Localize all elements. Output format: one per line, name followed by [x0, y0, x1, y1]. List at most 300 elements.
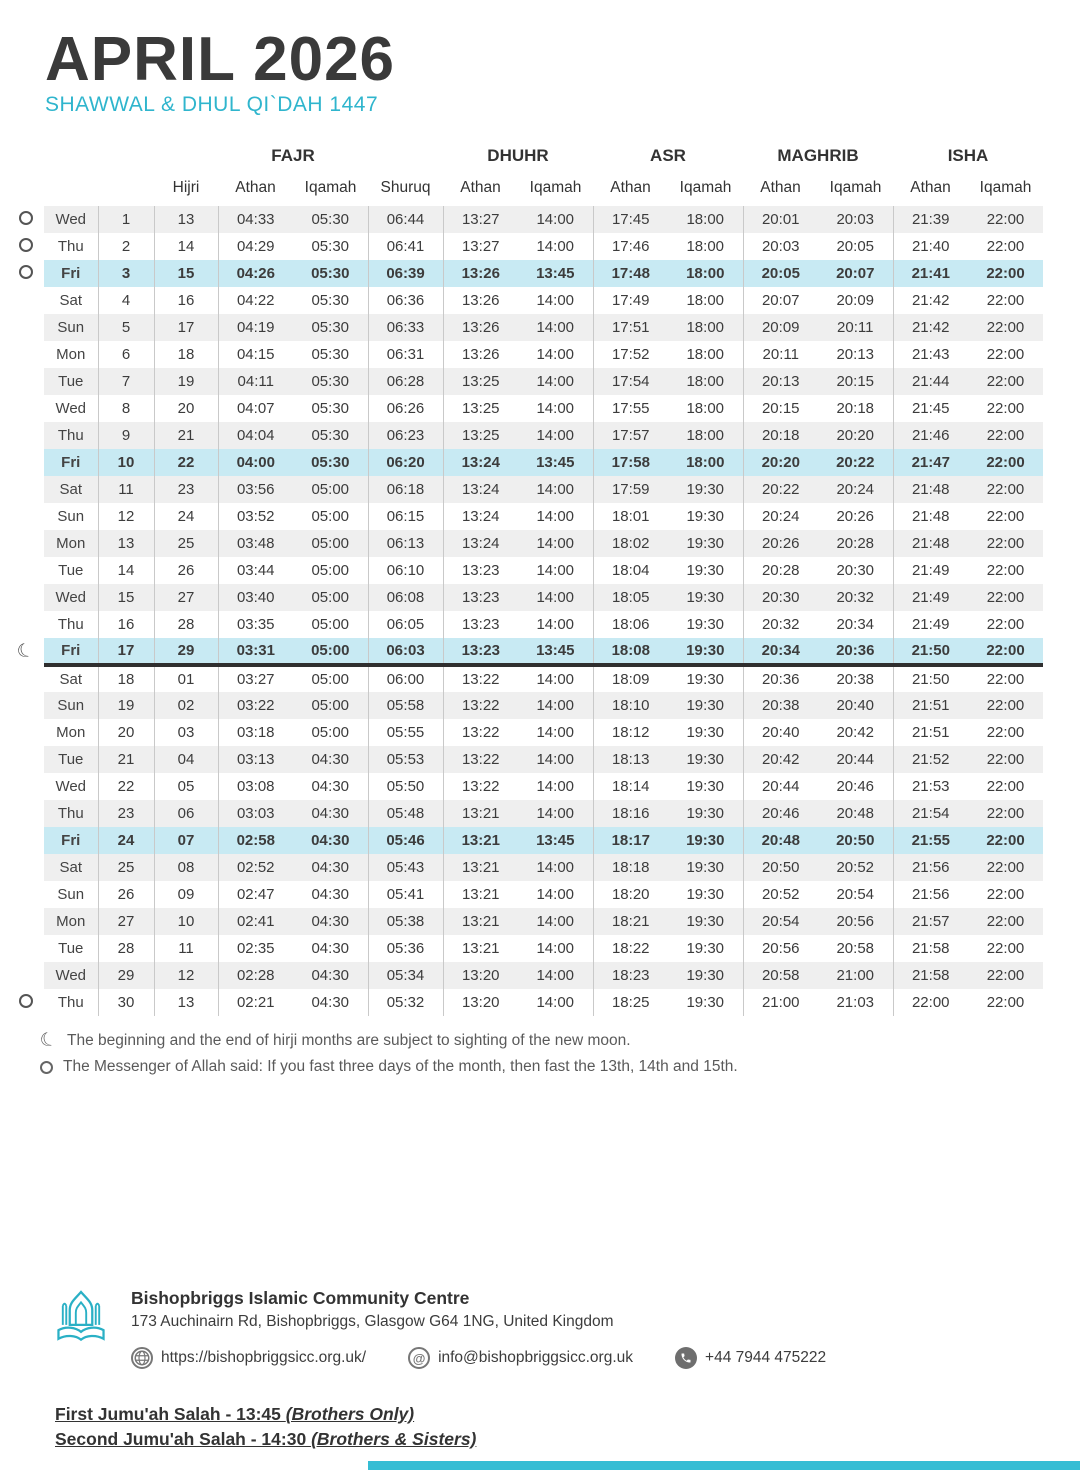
time-cell: 14:00	[518, 395, 593, 422]
time-cell: 20:13	[743, 368, 818, 395]
time-cell: 05:30	[293, 422, 368, 449]
time-cell: 05:30	[293, 314, 368, 341]
time-cell: 22:00	[986, 886, 1025, 903]
time-cell: 21:53	[911, 778, 950, 795]
first-jumuah-line	[55, 1404, 414, 1425]
time-cell: 22:00	[986, 292, 1025, 309]
time-cell: 21:51	[911, 724, 950, 741]
time-cell: 14:00	[518, 206, 593, 233]
time-cell: 19:30	[668, 584, 743, 611]
time-cell: 19:30	[668, 881, 743, 908]
date-cell: 12	[98, 503, 154, 530]
time-cell: 02:41	[218, 908, 293, 935]
day-cell: Wed	[44, 962, 98, 989]
time-cell: 22:00	[968, 368, 1043, 395]
time-cell: 17:54	[593, 368, 668, 395]
table-row	[8, 989, 1043, 1016]
date-cell: 17	[98, 638, 154, 665]
column-header-maghrib-iqamah: Iqamah	[829, 179, 882, 196]
time-cell: 20:01	[743, 206, 818, 233]
time-cell: 20:11	[762, 346, 799, 363]
marker-cell	[8, 503, 44, 530]
day-cell: Tue	[44, 746, 98, 773]
hijri-cell: 22	[154, 449, 218, 476]
time-cell: 20:13	[818, 341, 893, 368]
date-cell: 9	[98, 422, 154, 449]
hijri-cell: 23	[154, 476, 218, 503]
column-header-shuruq: Shuruq	[380, 179, 431, 196]
crescent-moon-icon: ☾	[37, 1027, 60, 1054]
time-cell: 02:47	[236, 886, 275, 903]
table-row	[8, 746, 1043, 773]
time-cell: 21:42	[893, 314, 968, 341]
time-cell: 18:05	[593, 584, 668, 611]
time-cell: 20:46	[818, 773, 893, 800]
time-cell: 20:05	[743, 260, 818, 287]
date-cell: 2	[98, 233, 154, 260]
time-cell: 13:24	[461, 508, 500, 525]
hijri-cell: 16	[154, 287, 218, 314]
time-cell: 20:15	[818, 368, 893, 395]
time-cell: 21:47	[893, 449, 968, 476]
time-cell: 20:48	[818, 800, 893, 827]
time-cell: 18:12	[611, 724, 650, 741]
hijri-cell: 14	[154, 233, 218, 260]
time-cell: 04:30	[293, 908, 368, 935]
second-jumuah-line	[55, 1429, 476, 1450]
date-cell: 4	[98, 287, 154, 314]
time-cell: 18:23	[593, 962, 668, 989]
time-cell: 20:20	[743, 449, 818, 476]
circle-marker-icon	[8, 206, 44, 233]
time-cell: 17:51	[593, 314, 668, 341]
time-cell: 22:00	[968, 422, 1043, 449]
time-cell: 20:38	[818, 665, 893, 692]
website-link[interactable]	[131, 1347, 366, 1369]
time-cell: 13:22	[461, 671, 500, 688]
time-cell: 05:00	[293, 503, 368, 530]
table-row	[8, 908, 1043, 935]
time-cell: 21:00	[818, 962, 893, 989]
marker-cell	[8, 962, 44, 989]
time-cell: 04:30	[293, 827, 368, 854]
date-cell: 27	[98, 908, 154, 935]
time-cell: 18:00	[668, 395, 743, 422]
footnote-text: The beginning and the end of hirji months are subject to sighting of the new moon.	[67, 1031, 631, 1049]
time-cell: 18:22	[611, 940, 650, 957]
table-row	[8, 260, 1043, 287]
date-cell: 14	[98, 557, 154, 584]
marker-cell	[8, 908, 44, 935]
time-cell: 03:27	[236, 671, 275, 688]
column-header-asr-athan: Athan	[610, 179, 651, 196]
date-cell: 5	[98, 314, 154, 341]
table-row	[8, 206, 1043, 233]
time-cell: 19:30	[668, 665, 743, 692]
time-cell: 06:05	[368, 611, 443, 638]
marker-cell	[8, 530, 44, 557]
time-cell: 04:11	[218, 368, 293, 395]
time-cell: 20:56	[818, 908, 893, 935]
time-cell: 22:00	[986, 562, 1025, 579]
marker-cell	[8, 395, 44, 422]
time-cell: 20:44	[761, 778, 800, 795]
time-cell: 06:44	[368, 206, 443, 233]
time-cell: 20:50	[818, 827, 893, 854]
column-header-fajr-athan: Athan	[235, 179, 276, 196]
time-cell: 13:22	[461, 778, 500, 795]
hijri-cell: 13	[154, 206, 218, 233]
time-cell: 20:56	[761, 940, 800, 957]
time-cell: 18:01	[611, 508, 650, 525]
time-cell: 06:36	[368, 287, 443, 314]
table-row	[8, 368, 1043, 395]
date-cell: 10	[98, 449, 154, 476]
time-cell: 18:02	[593, 530, 668, 557]
phone-link[interactable]	[675, 1347, 826, 1369]
time-cell: 20:18	[818, 395, 893, 422]
time-cell: 18:21	[593, 908, 668, 935]
marker-cell	[8, 287, 44, 314]
date-cell: 13	[98, 530, 154, 557]
email-link[interactable]	[408, 1347, 633, 1369]
time-cell: 06:10	[368, 557, 443, 584]
day-cell: Sun	[44, 692, 98, 719]
time-cell: 22:00	[968, 638, 1043, 665]
time-cell: 18:04	[611, 562, 650, 579]
date-cell: 24	[98, 827, 154, 854]
column-header-dhuhr: DHUHR	[487, 146, 549, 165]
column-header-maghrib: MAGHRIB	[777, 146, 859, 165]
time-cell: 22:00	[911, 994, 950, 1011]
time-cell: 06:28	[368, 368, 443, 395]
time-cell: 22:00	[968, 206, 1043, 233]
time-cell: 20:07	[818, 260, 893, 287]
time-cell: 06:13	[368, 530, 443, 557]
day-cell: Mon	[44, 719, 98, 746]
time-cell: 21:49	[911, 562, 950, 579]
time-cell: 20:11	[818, 314, 893, 341]
table-row	[8, 827, 1043, 854]
time-cell: 13:25	[461, 400, 500, 417]
time-cell: 14:00	[518, 719, 593, 746]
hijri-cell: 26	[154, 557, 218, 584]
time-cell: 13:26	[461, 346, 500, 363]
email-at-icon: @	[408, 1347, 430, 1369]
time-cell: 14:00	[518, 746, 593, 773]
time-cell: 18:09	[611, 671, 650, 688]
time-cell: 19:30	[668, 557, 743, 584]
time-cell: 13:23	[461, 562, 500, 579]
time-cell: 19:30	[668, 719, 743, 746]
time-cell: 13:25	[443, 422, 518, 449]
day-cell: Thu	[44, 800, 98, 827]
time-cell: 06:15	[368, 503, 443, 530]
hijri-cell: 12	[154, 962, 218, 989]
date-cell: 23	[98, 800, 154, 827]
time-cell: 21:56	[893, 854, 968, 881]
time-cell: 05:00	[293, 611, 368, 638]
table-row	[8, 395, 1043, 422]
time-cell: 22:00	[968, 314, 1043, 341]
day-cell: Thu	[44, 611, 98, 638]
marker-cell	[8, 854, 44, 881]
time-cell: 13:21	[443, 800, 518, 827]
time-cell: 03:56	[218, 476, 293, 503]
column-header-isha-athan: Athan	[910, 179, 951, 196]
time-cell: 17:49	[611, 292, 650, 309]
time-cell: 17:58	[593, 449, 668, 476]
circle-marker-icon	[8, 989, 44, 1016]
time-cell: 04:30	[293, 989, 368, 1016]
day-cell: Tue	[44, 557, 98, 584]
time-cell: 18:00	[668, 233, 743, 260]
time-cell: 18:00	[668, 206, 743, 233]
website-url: https://bishopbriggsicc.org.uk/	[161, 1349, 367, 1366]
hijri-cell: 29	[154, 638, 218, 665]
time-cell: 05:30	[293, 449, 368, 476]
date-cell: 16	[98, 611, 154, 638]
time-cell: 20:03	[761, 238, 800, 255]
hijri-cell: 08	[154, 854, 218, 881]
time-cell: 14:00	[518, 530, 593, 557]
time-cell: 05:48	[368, 800, 443, 827]
hijri-cell: 15	[154, 260, 218, 287]
time-cell: 22:00	[986, 671, 1025, 688]
footnote-white-days	[40, 1058, 738, 1076]
column-header-fajr: FAJR	[271, 146, 315, 165]
time-cell: 13:20	[443, 962, 518, 989]
globe-icon	[131, 1347, 153, 1369]
time-cell: 05:30	[293, 233, 368, 260]
time-cell: 03:52	[236, 508, 275, 525]
time-cell: 06:20	[368, 449, 443, 476]
time-cell: 21:39	[893, 206, 968, 233]
time-cell: 03:40	[218, 584, 293, 611]
marker-cell	[8, 422, 44, 449]
day-cell: Sat	[44, 476, 98, 503]
time-cell: 22:00	[968, 908, 1043, 935]
marker-cell	[8, 719, 44, 746]
hijri-cell: 11	[154, 935, 218, 962]
marker-cell	[8, 800, 44, 827]
hijri-cell: 27	[154, 584, 218, 611]
time-cell: 05:00	[293, 638, 368, 665]
time-cell: 03:03	[218, 800, 293, 827]
circle-marker-icon	[40, 1061, 53, 1074]
moon-marker-icon: ☾	[14, 638, 38, 665]
time-cell: 18:16	[593, 800, 668, 827]
time-cell: 04:30	[293, 854, 368, 881]
marker-cell	[8, 476, 44, 503]
footnote-new-moon	[37, 1027, 631, 1054]
table-row	[8, 935, 1043, 962]
time-cell: 21:54	[893, 800, 968, 827]
time-cell: 20:26	[818, 503, 893, 530]
time-cell: 22:00	[968, 827, 1043, 854]
time-cell: 21:50	[911, 671, 950, 688]
time-cell: 22:00	[986, 616, 1025, 633]
marker-cell	[8, 611, 44, 638]
time-cell: 04:19	[218, 314, 293, 341]
time-cell: 19:30	[668, 962, 743, 989]
time-cell: 14:00	[518, 665, 593, 692]
time-cell: 17:57	[593, 422, 668, 449]
day-cell: Sun	[44, 503, 98, 530]
marker-cell	[8, 557, 44, 584]
time-cell: 20:28	[818, 530, 893, 557]
time-cell: 05:58	[368, 692, 443, 719]
time-cell: 18:00	[668, 287, 743, 314]
time-cell: 20:03	[818, 206, 893, 233]
table-row	[8, 692, 1043, 719]
day-cell: Wed	[44, 206, 98, 233]
time-cell: 21:43	[911, 346, 950, 363]
time-cell: 22:00	[986, 724, 1025, 741]
time-cell: 06:23	[368, 422, 443, 449]
organisation-footer	[55, 1288, 826, 1369]
first-jumuah-label: First Jumu'ah Salah - 13:45	[55, 1404, 286, 1424]
time-cell: 04:30	[293, 800, 368, 827]
time-cell: 21:45	[911, 400, 950, 417]
time-cell: 21:58	[911, 940, 950, 957]
marker-cell	[8, 881, 44, 908]
time-cell: 03:48	[218, 530, 293, 557]
time-cell: 21:44	[893, 368, 968, 395]
hijri-cell: 04	[154, 746, 218, 773]
time-cell: 19:30	[668, 503, 743, 530]
time-cell: 20:32	[818, 584, 893, 611]
column-header-hijri: Hijri	[172, 179, 200, 196]
time-cell: 03:13	[218, 746, 293, 773]
day-cell: Fri	[44, 260, 98, 287]
time-cell: 04:26	[218, 260, 293, 287]
time-cell: 14:00	[518, 611, 593, 638]
time-cell: 20:22	[818, 449, 893, 476]
time-cell: 06:00	[368, 665, 443, 692]
date-cell: 25	[98, 854, 154, 881]
time-cell: 20:36	[761, 671, 800, 688]
time-cell: 13:21	[461, 886, 500, 903]
time-cell: 19:30	[668, 854, 743, 881]
time-cell: 18:06	[611, 616, 650, 633]
time-cell: 03:44	[236, 562, 275, 579]
hijri-cell: 06	[154, 800, 218, 827]
time-cell: 04:30	[293, 881, 368, 908]
marker-cell	[8, 827, 44, 854]
date-cell: 11	[98, 476, 154, 503]
marker-cell	[8, 449, 44, 476]
column-header-asr: ASR	[650, 146, 686, 165]
time-cell: 20:24	[761, 508, 800, 525]
time-cell: 14:00	[518, 341, 593, 368]
table-row	[8, 638, 1043, 665]
time-cell: 18:20	[611, 886, 650, 903]
day-cell: Sat	[44, 854, 98, 881]
time-cell: 20:50	[743, 854, 818, 881]
time-cell: 13:21	[443, 827, 518, 854]
time-cell: 05:36	[368, 935, 443, 962]
time-cell: 20:54	[818, 881, 893, 908]
time-cell: 13:27	[443, 206, 518, 233]
time-cell: 02:52	[218, 854, 293, 881]
day-cell: Sat	[44, 665, 98, 692]
time-cell: 20:36	[818, 638, 893, 665]
time-cell: 05:30	[293, 341, 368, 368]
time-cell: 22:00	[968, 800, 1043, 827]
column-header-isha: ISHA	[947, 146, 989, 165]
time-cell: 03:08	[236, 778, 275, 795]
time-cell: 21:46	[893, 422, 968, 449]
hijri-cell: 01	[154, 665, 218, 692]
time-cell: 18:00	[668, 368, 743, 395]
time-cell: 05:30	[293, 260, 368, 287]
time-cell: 21:42	[911, 292, 950, 309]
time-cell: 20:30	[818, 557, 893, 584]
time-cell: 13:25	[443, 368, 518, 395]
day-cell: Thu	[44, 233, 98, 260]
date-cell: 6	[98, 341, 154, 368]
column-header-isha-iqamah: Iqamah	[979, 179, 1032, 196]
time-cell: 06:18	[368, 476, 443, 503]
time-cell: 20:54	[743, 908, 818, 935]
time-cell: 20:40	[761, 724, 800, 741]
first-jumuah-note: (Brothers Only)	[285, 1404, 415, 1424]
hijri-cell: 09	[154, 881, 218, 908]
time-cell: 22:00	[968, 260, 1043, 287]
date-cell: 8	[98, 395, 154, 422]
column-header-dhuhr-iqamah: Iqamah	[529, 179, 582, 196]
time-cell: 05:32	[368, 989, 443, 1016]
logo-mosque-icon	[55, 1288, 107, 1348]
date-cell: 19	[98, 692, 154, 719]
time-cell: 20:34	[818, 611, 893, 638]
hijri-cell: 19	[154, 368, 218, 395]
time-cell: 04:07	[236, 400, 275, 417]
time-cell: 14:00	[518, 881, 593, 908]
hijri-cell: 07	[154, 827, 218, 854]
time-cell: 18:00	[668, 260, 743, 287]
hijri-cell: 17	[154, 314, 218, 341]
table-row	[8, 962, 1043, 989]
time-cell: 05:30	[293, 368, 368, 395]
time-cell: 04:04	[218, 422, 293, 449]
time-cell: 19:30	[668, 773, 743, 800]
phone-icon	[675, 1347, 697, 1369]
time-cell: 19:30	[668, 935, 743, 962]
time-cell: 20:07	[761, 292, 800, 309]
time-cell: 14:00	[518, 287, 593, 314]
time-cell: 13:24	[443, 530, 518, 557]
time-cell: 14:00	[518, 503, 593, 530]
time-cell: 05:41	[368, 881, 443, 908]
date-cell: 7	[98, 368, 154, 395]
timetable-body	[8, 206, 1043, 1016]
time-cell: 21:58	[893, 962, 968, 989]
time-cell: 03:35	[236, 616, 275, 633]
time-cell: 14:00	[518, 935, 593, 962]
time-cell: 04:30	[293, 746, 368, 773]
time-cell: 20:48	[743, 827, 818, 854]
organisation-address: 173 Auchinairn Rd, Bishopbriggs, Glasgow G64 1NG, United Kingdom	[131, 1313, 614, 1330]
time-cell: 21:51	[893, 692, 968, 719]
time-cell: 05:00	[293, 719, 368, 746]
group-header-row	[8, 140, 1043, 170]
time-cell: 20:42	[818, 719, 893, 746]
day-cell: Fri	[44, 638, 98, 665]
time-cell: 21:49	[911, 616, 950, 633]
time-cell: 21:52	[893, 746, 968, 773]
